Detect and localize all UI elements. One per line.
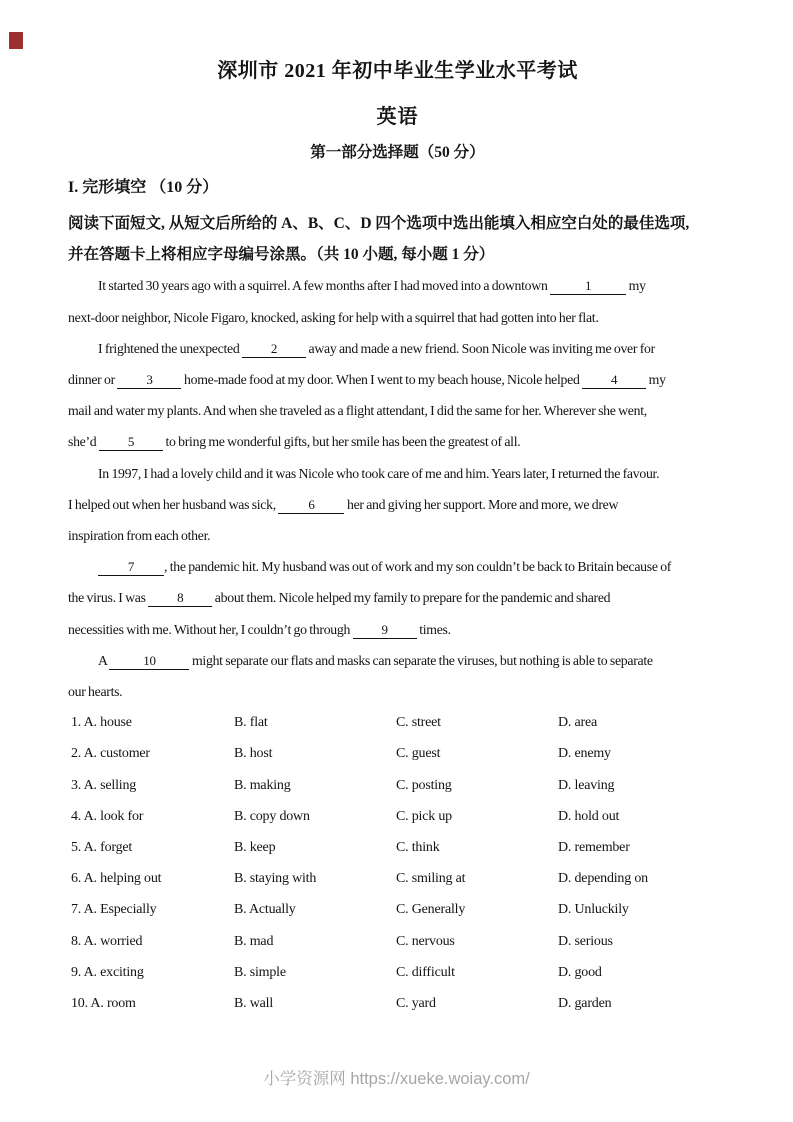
option-cell: D. serious — [558, 933, 613, 949]
options-row — [71, 894, 727, 925]
part-heading: I. 完形填空 （10 分） — [68, 179, 219, 196]
passage-line: the virus. I was 8 about them. Nicole helped my family to prepare for the pandemic and shared — [68, 590, 611, 606]
option-cell: B. making — [234, 777, 291, 793]
option-cell: 6. A. helping out — [71, 871, 162, 887]
option-cell: C. posting — [396, 777, 452, 793]
option-cell: B. mad — [234, 933, 274, 949]
blank-9: 9 — [353, 621, 417, 639]
option-cell: D. area — [558, 715, 598, 731]
blank-5: 5 — [99, 433, 163, 451]
option-cell: D. garden — [558, 995, 612, 1011]
passage-line: A 10 might separate our flats and masks can separate the viruses, but nothing is able to separate — [98, 652, 653, 668]
options-row — [71, 801, 727, 832]
passage-line: necessities with me. Without her, I couldn’t go through 9 times. — [68, 621, 451, 637]
option-cell: D. remember — [558, 840, 630, 855]
option-cell: D. good — [558, 964, 602, 980]
options-row — [71, 770, 727, 801]
passage-line: inspiration from each other. — [68, 528, 211, 544]
option-cell: 7. A. Especially — [71, 902, 157, 918]
option-cell: B. flat — [234, 715, 268, 731]
option-cell: 9. A. exciting — [71, 964, 144, 980]
option-cell: D. hold out — [558, 808, 620, 824]
options-table — [68, 707, 727, 1019]
options-row — [71, 707, 727, 738]
options-row — [71, 863, 727, 894]
options-row — [71, 988, 727, 1019]
passage-line: In 1997, I had a lovely child and it was Nicole who took care of me and him. Years later, I returned the favour. — [98, 465, 660, 481]
paragraph — [68, 333, 727, 458]
footer — [0, 1068, 793, 1090]
option-cell: C. yard — [396, 995, 436, 1011]
paragraph — [68, 645, 727, 707]
paragraph — [68, 270, 727, 332]
option-cell: 4. A. look for — [71, 808, 144, 824]
passage-line: I helped out when her husband was sick, 6 her and giving her support. More and more, we drew — [68, 496, 619, 512]
option-cell: C. guest — [396, 746, 441, 762]
option-cell: 3. A. selling — [71, 777, 137, 793]
blank-7: 7 — [98, 558, 164, 576]
option-cell: D. Unluckily — [558, 902, 629, 918]
option-cell: D. enemy — [558, 746, 611, 762]
option-cell: B. Actually — [234, 902, 296, 918]
option-cell: C. street — [396, 715, 441, 731]
option-cell: 5. A. forget — [71, 840, 133, 855]
option-cell: C. pick up — [396, 808, 452, 824]
section-heading: 第一部分选择题（50 分） — [310, 144, 485, 161]
blank-3: 3 — [117, 371, 181, 389]
option-cell: D. depending on — [558, 871, 648, 887]
paragraph — [68, 551, 727, 645]
paragraph — [68, 458, 727, 552]
option-cell: 10. A. room — [71, 995, 136, 1011]
content-body — [68, 208, 727, 1019]
option-cell: B. copy down — [234, 808, 310, 824]
option-cell: 1. A. house — [71, 715, 132, 731]
option-cell: 8. A. worried — [71, 933, 143, 949]
option-cell: C. smiling at — [396, 871, 466, 887]
option-cell: B. wall — [234, 995, 274, 1011]
option-cell: C. nervous — [396, 933, 455, 949]
blank-2: 2 — [242, 340, 306, 358]
option-cell: B. staying with — [234, 871, 317, 887]
page-title: 深圳市 2021 年初中毕业生学业水平考试 — [217, 60, 578, 82]
options-row — [71, 738, 727, 769]
option-cell: B. keep — [234, 840, 276, 855]
red-stamp-mark — [9, 32, 23, 49]
cloze-passage — [68, 270, 727, 707]
option-cell: 2. A. customer — [71, 746, 150, 762]
option-cell: D. leaving — [558, 777, 615, 793]
footer-watermark-text: 小学资源网 https://xueke.woiay.com/ — [263, 1070, 530, 1088]
passage-line: I frightened the unexpected 2 away and made a new friend. Soon Nicole was inviting me over for — [98, 340, 655, 356]
passage-line: 7 , the pandemic hit. My husband was out of work and my son couldn’t be back to Britain because of — [68, 551, 727, 582]
passage-line: mail and water my plants. And when she traveled as a flight attendant, I did the same for her. Wherever she went, — [68, 403, 647, 419]
option-cell: C. think — [396, 840, 440, 855]
options-row — [71, 926, 727, 957]
passage-line: next-door neighbor, Nicole Figaro, knocked, asking for help with a squirrel that had gotten into her flat. — [68, 309, 599, 325]
instructions-line-2: 并在答题卡上将相应字母编号涂黑。（共 10 小题, 每小题 1 分） — [68, 246, 495, 264]
options-row — [71, 832, 727, 863]
option-cell: B. simple — [234, 964, 286, 980]
option-cell: B. host — [234, 746, 273, 762]
option-cell: C. difficult — [396, 964, 455, 980]
passage-line: dinner or 3 home-made food at my door. When I went to my beach house, Nicole helped 4 my — [68, 372, 666, 388]
instructions-line-1: 阅读下面短文, 从短文后所给的 A、B、C、D 四个选项中选出能填入相应空白处的最佳选项, — [68, 215, 690, 232]
blank-4: 4 — [582, 371, 646, 389]
blank-8: 8 — [148, 589, 212, 607]
blank-6: 6 — [278, 496, 344, 514]
passage-line: our hearts. — [68, 684, 123, 700]
subject-title: 英语 — [376, 106, 419, 128]
passage-line: It started 30 years ago with a squirrel. A few months after I had moved into a downtown 1 my — [98, 278, 646, 294]
option-cell: C. Generally — [396, 902, 466, 918]
options-row — [71, 957, 727, 988]
blank-1: 1 — [550, 277, 626, 295]
passage-line: she’d 5 to bring me wonderful gifts, but her smile has been the greatest of all. — [68, 434, 521, 450]
blank-10: 10 — [109, 652, 189, 670]
